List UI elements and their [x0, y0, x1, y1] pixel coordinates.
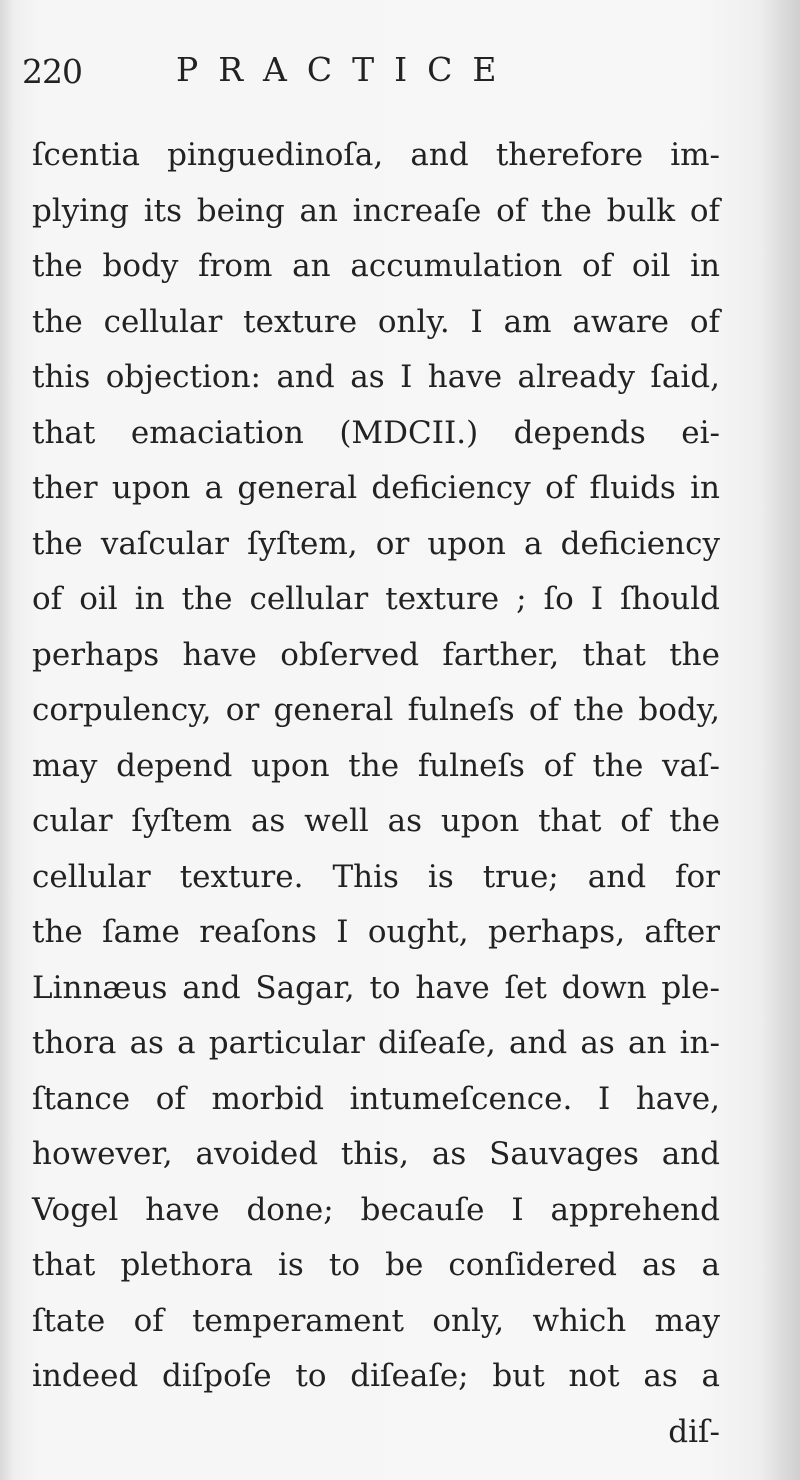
text-line: of oil in the cellular texture ; ſo I ſhould — [32, 581, 720, 617]
text-line: cular ſyſtem as well as upon that of the — [32, 803, 720, 839]
text-line: cellular texture. This is true; and for — [32, 858, 720, 895]
running-title: PRACTICE — [176, 50, 517, 89]
text-line: ſcentia pinguedinoſa, and therefore im- — [32, 137, 720, 173]
text-line: that plethora is to be conſidered as a — [32, 1247, 720, 1283]
text-line: ſtance of morbid intumeſcence. I have, — [32, 1080, 720, 1117]
text-line: plying its being an increaſe of the bulk of — [32, 192, 720, 229]
text-line: perhaps have obſerved farther, that the — [32, 636, 720, 673]
body-text — [32, 128, 720, 1460]
text-line: Vogel have done; becauſe I apprehend — [32, 1191, 720, 1228]
text-line: may depend upon the fulneſs of the vaſ- — [32, 747, 720, 784]
text-line: the ſame reaſons I ought, perhaps, after — [32, 914, 720, 950]
catchword: diſ- — [668, 1413, 720, 1450]
text-line: indeed diſpoſe to diſeaſe; but not as a — [32, 1358, 720, 1394]
text-line: ther upon a general deficiency of fluids in — [32, 470, 720, 506]
page-number: 220 — [22, 52, 82, 91]
text-line: thora as a particular diſeaſe, and as an in- — [32, 1025, 720, 1061]
text-line: that emaciation (MDCII.) depends ei- — [32, 414, 720, 451]
text-line: the cellular texture only. I am aware of — [32, 303, 720, 340]
text-line: ſtate of temperament only, which may — [32, 1302, 720, 1339]
text-line: the body from an accumulation of oil in — [32, 248, 720, 284]
text-line: the vaſcular ſyſtem, or upon a deficiency — [32, 525, 720, 562]
text-line: corpulency, or general fulneſs of the body, — [32, 692, 720, 728]
text-line: this objection: and as I have already ſaid, — [32, 359, 720, 395]
text-line: however, avoided this, as Sauvages and — [32, 1136, 720, 1172]
text-line: Linnæus and Sagar, to have ſet down ple- — [32, 969, 720, 1006]
